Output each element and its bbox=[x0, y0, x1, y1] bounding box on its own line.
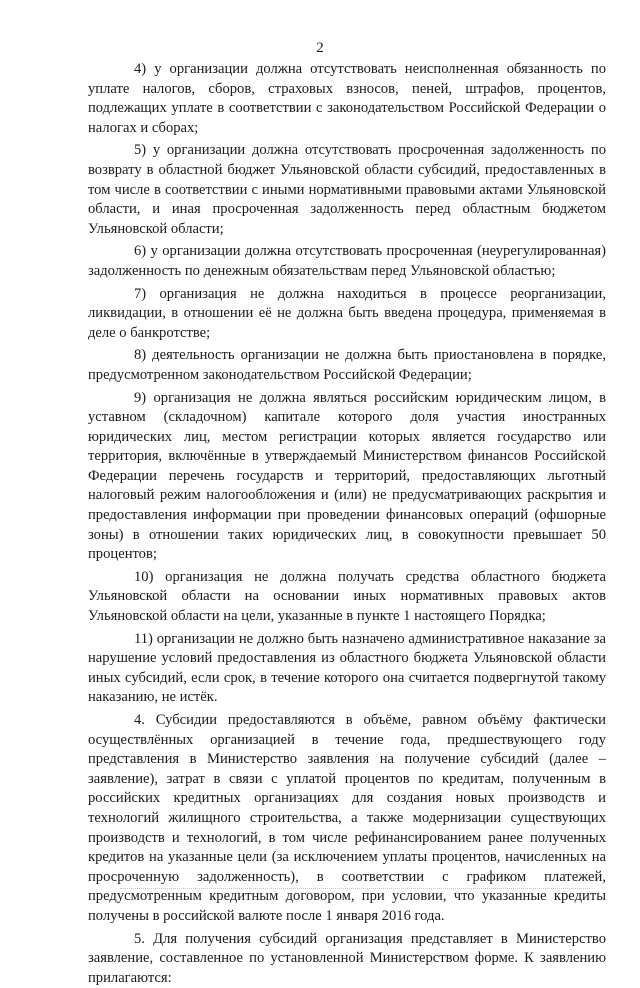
paragraph-item-11-administrative-penalty: 11) организации не должно быть назначено административное наказание за нарушение условий предоставления из областного бюджета Ульяновской области иных субсидий, если срок, в течение которого она считается подвергнутой такому наказанию, не истёк. bbox=[88, 630, 606, 706]
paragraph-item-5-overdue-debt: 5) у организации должна отсутствовать просроченная задолженность по возврату в областной бюджет Ульяновской области субсидий, предоставленных в том числе в соответствии с иными нормативными правовыми актами Ульяновской области, и иная просроченная задолженность перед областным бюджетом Ульяновской области; bbox=[88, 142, 606, 237]
document-body bbox=[88, 60, 606, 988]
scan-artifact-line bbox=[120, 888, 590, 891]
paragraph-section-4-subsidy-volume: 4. Субсидии предоставляются в объёме, равном объёму фактически осуществлённых организацией в течение года, предшествующего году представления в Министерство заявления на получение субсидий (далее – заявление), затрат в связи с уплатой процентов по кредитам, полученным в российских кредитных организациях для создания новых производств и технологий жилищного строительства, а также модернизации существующих производств и технологий, в том числе рефинансированием ранее полученных кредитов на указанные цели (за исключением уплаты процентов, начисленных на просроченную задолженность), в соответствии с графиком платежей, предусмотренным кредитным договором, при условии, что указанные кредиты получены в российской валюте после 1 января 2016 года. bbox=[88, 712, 606, 924]
paragraph-item-4-tax-obligations: 4) у организации должна отсутствовать неисполненная обязанность по уплате налогов, сборов, страховых взносов, пеней, штрафов, процентов, подлежащих уплате в соответствии с законодательством Российской Федерации о налогах и сборах; bbox=[88, 61, 606, 136]
paragraph-item-7-reorganization: 7) организация не должна находиться в процессе реорганизации, ликвидации, в отношении её не должна быть введена процедура, применяемая в деле о банкротстве; bbox=[88, 285, 606, 341]
page-number: 2 bbox=[316, 40, 324, 56]
paragraph-item-6-monetary-obligations: 6) у организации должна отсутствовать просроченная (неурегулированная) задолженность по денежным обязательствам перед Ульяновской областью; bbox=[88, 243, 606, 279]
paragraph-item-8-suspension: 8) деятельность организации не должна быть приостановлена в порядке, предусмотренном законодательством Российской Федерации; bbox=[88, 347, 606, 383]
paragraph-item-9-foreign-participation: 9) организация не должна являться российским юридическим лицом, в уставном (складочном) капитале которого доля участия иностранных юридических лиц, местом регистрации которых является государство или территория, включённые в утверждаемый Министерством финансов Российской Федерации перечень государств и территорий, предоставляющих льготный налоговый режим налогообложения и (или) не предусматривающих раскрытия и предоставления информации при проведении финансовых операций (офшорные зоны) в отношении таких юридических лиц, в совокупности превышает 50 процентов; bbox=[88, 389, 606, 563]
paragraph-item-10-other-budget-funds: 10) организация не должна получать средства областного бюджета Ульяновской области на основании иных нормативных правовых актов Ульяновской области на цели, указанные в пункте 1 настоящего Порядка; bbox=[88, 568, 606, 625]
paragraph-section-5-application: 5. Для получения субсидий организация представляет в Министерство заявление, составленное по установленной Министерством форме. К заявлению прилагаются: bbox=[88, 930, 606, 986]
